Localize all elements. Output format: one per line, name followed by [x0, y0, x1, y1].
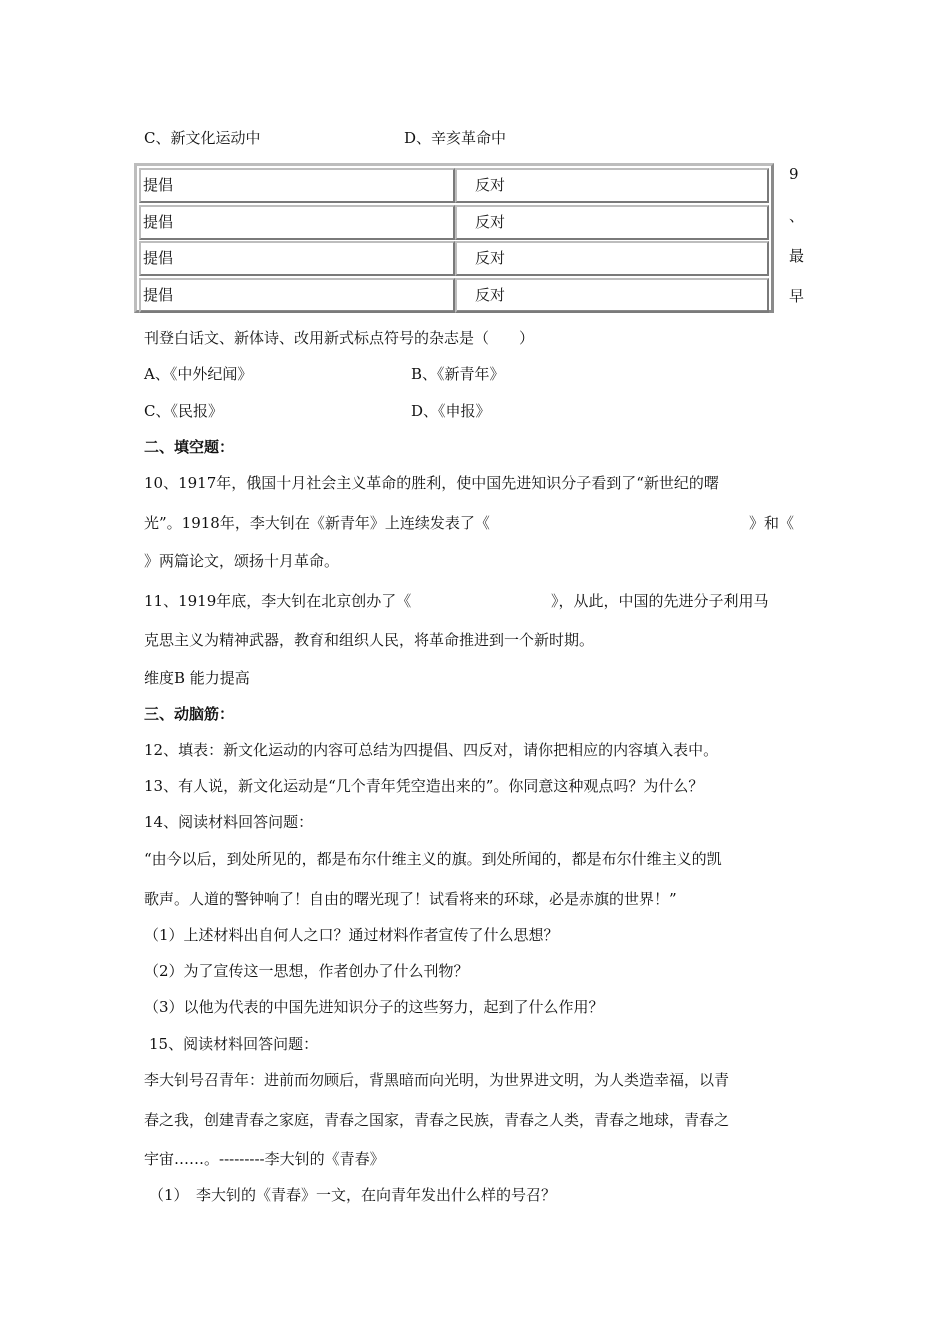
table-cell-oppose: 反对	[455, 241, 769, 276]
table-row	[139, 205, 769, 240]
table-cell-oppose: 反对	[455, 278, 769, 313]
q14-title: 14、阅读材料回答问题：	[144, 813, 314, 831]
table-cell-advocate: 提倡	[139, 278, 455, 313]
q11-line2: 克思主义为精神武器，教育和组织人民，将革命推进到一个新时期。	[144, 631, 595, 649]
q14-sub3: （3）以他为代表的中国先进知识分子的这些努力，起到了什么作用？	[144, 998, 604, 1016]
table-cell-advocate: 提倡	[139, 205, 455, 240]
table-cell-advocate: 提倡	[139, 168, 455, 203]
q8-option-c: C、新文化运动中	[144, 129, 261, 147]
q15-text-line1: 李大钊号召青年：进前而勿顾后，背黑暗而向光明，为世界进文明，为人类造幸福，以青	[144, 1071, 730, 1089]
q8-option-d: D、辛亥革命中	[404, 129, 507, 147]
q15-title: 15、阅读材料回答问题：	[149, 1035, 319, 1053]
q14-quote-line2: 歌声。人道的警钟响了！自由的曙光现了！试看将来的环球，必是赤旗的世界！”	[144, 890, 677, 908]
q9-option-c: C、《民报》	[144, 402, 223, 420]
section-heading-fill-blank: 二、填空题：	[144, 438, 235, 456]
q14-quote-line1: “由今以后，到处所见的，都是布尔什维主义的旗。到处所闻的，都是布尔什维主义的凯	[144, 850, 722, 868]
q9-side-char-zao: 早	[789, 287, 805, 305]
table-row	[139, 278, 769, 313]
q11-line1: 11、1919年底，李大钊在北京创办了《	[144, 592, 412, 610]
table-cell-advocate: 提倡	[139, 241, 455, 276]
q15-text-line3: 宇宙……。---------李大钊的《青春》	[144, 1150, 385, 1168]
q9-side-number: 9	[789, 165, 799, 183]
q13-text: 13、有人说，新文化运动是“几个青年凭空造出来的”。你同意这种观点吗？为什么？	[144, 777, 704, 795]
q15-text-line2: 春之我，创建青春之家庭，青春之国家，青春之民族，青春之人类，青春之地球，青春之	[144, 1111, 730, 1129]
q10-line1: 10、1917年，俄国十月社会主义革命的胜利，使中国先进知识分子看到了“新世纪的曙	[144, 474, 719, 492]
table-cell-oppose: 反对	[455, 168, 769, 203]
q9-side-comma: 、	[789, 207, 805, 225]
table-cell-oppose: 反对	[455, 205, 769, 240]
dimension-b-label: 维度B 能力提高	[144, 669, 250, 687]
q9-question: 刊登白话文、新体诗、改用新式标点符号的杂志是（ ）	[144, 329, 535, 347]
q10-line3: 》两篇论文，颂扬十月革命。	[144, 552, 340, 570]
table-row	[139, 241, 769, 276]
q15-sub1: （1） 李大钊的《青春》一文，在向青年发出什么样的号召？	[149, 1186, 557, 1204]
q14-sub2: （2）为了宣传这一思想，作者创办了什么刊物？	[144, 962, 469, 980]
section-heading-think: 三、动脑筋：	[144, 705, 235, 723]
q12-text: 12、填表：新文化运动的内容可总结为四提倡、四反对，请你把相应的内容填入表中。	[144, 741, 719, 759]
q14-sub1: （1）上述材料出自何人之口？通过材料作者宣传了什么思想？	[144, 926, 559, 944]
q9-option-d: D、《申报》	[411, 402, 491, 420]
q9-option-a: A、《中外纪闻》	[144, 365, 253, 383]
q11-line1-tail: 》，从此，中国的先进分子利用马	[551, 592, 769, 610]
q9-side-char-zui: 最	[789, 247, 805, 265]
q9-option-b: B、《新青年》	[411, 365, 505, 383]
q10-line2-tail: 》和《	[749, 514, 795, 532]
advocate-oppose-table	[134, 163, 774, 313]
table-row	[139, 168, 769, 203]
q10-line2: 光”。1918年，李大钊在《新青年》上连续发表了《	[144, 514, 490, 532]
